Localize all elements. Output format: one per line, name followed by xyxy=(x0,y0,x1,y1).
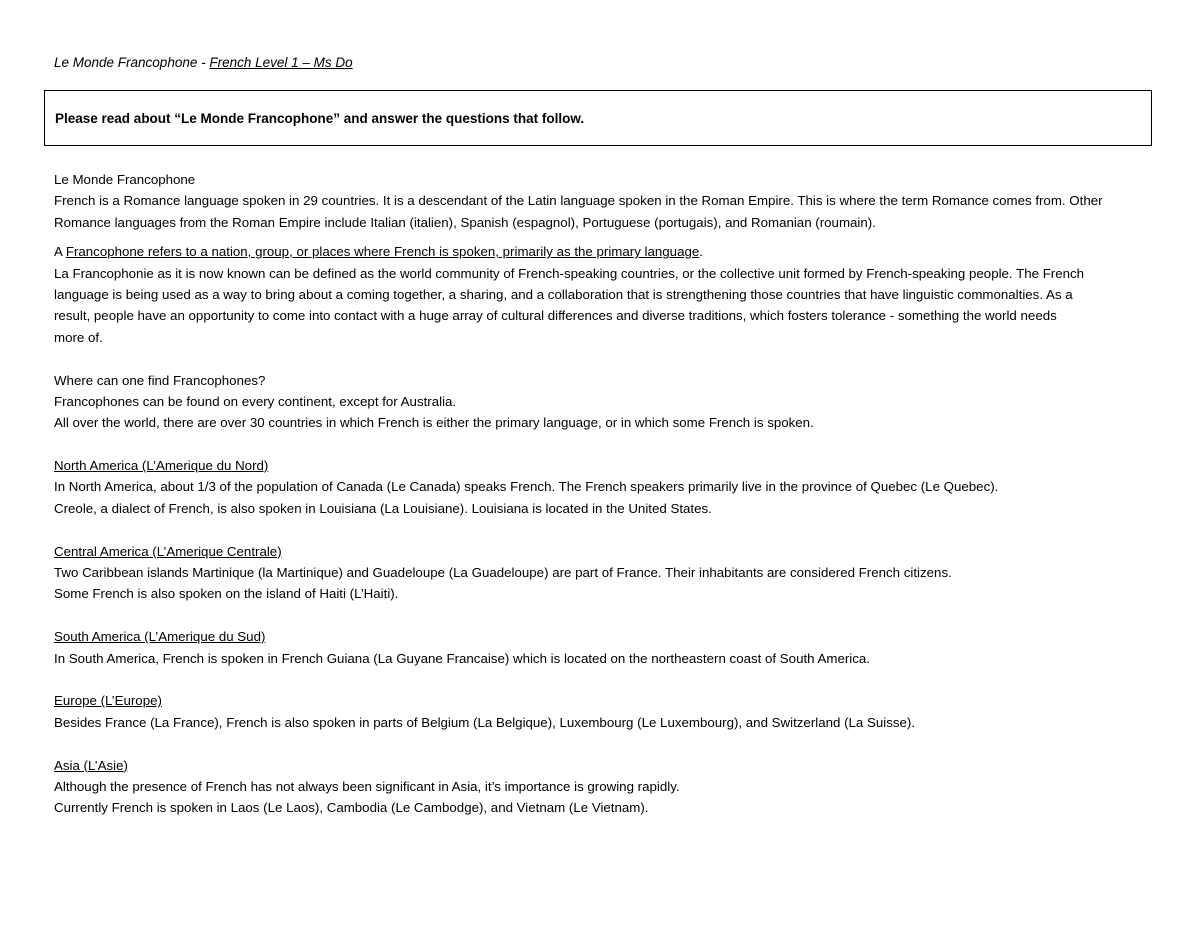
header-title: Le Monde Francophone - xyxy=(54,55,210,70)
region-line: Creole, a dialect of French, is also spoken in Louisiana (La Louisiane). Louisiana is located in the United States. xyxy=(54,500,712,516)
definition-suffix: . xyxy=(699,244,703,260)
where-heading: Where can one find Francophones? xyxy=(54,372,266,388)
instruction-box xyxy=(44,90,1152,146)
where-line-1: Francophones can be found on every continent, except for Australia. xyxy=(54,393,457,409)
definition-line-4: more of. xyxy=(54,329,103,345)
region-line: Although the presence of French has not always been significant in Asia, it’s importance is growing rapidly. xyxy=(54,778,680,794)
intro-heading: Le Monde Francophone xyxy=(54,172,196,187)
definition-line-1: La Francophonie as it is now known can be defined as the world community of French-speaking countries, or the collective unit formed by French-speaking people. The French xyxy=(54,265,1085,281)
definition-underlined: Francophone refers to a nation, group, or places where French is spoken, primarily as the primary language xyxy=(65,244,700,260)
instruction-text: Please read about “Le Monde Francophone” and answer the questions that follow. xyxy=(55,111,585,126)
region-line: Besides France (La France), French is also spoken in parts of Belgium (La Belgique), Luxembourg (Le Luxembourg), and Switzerland (La Suisse). xyxy=(54,714,916,730)
definition-line-3: result, people have an opportunity to come into contact with a huge array of cultural differences and diverse traditions, which fosters tolerance - something the world needs xyxy=(54,308,1057,324)
intro-line-2: Romance languages from the Roman Empire include Italian (italien), Spanish (espagnol), Portuguese (portugais), and Romanian (roumain). xyxy=(54,214,876,230)
region-line: Currently French is spoken in Laos (Le Laos), Cambodia (Le Cambodge), and Vietnam (Le Vietnam). xyxy=(54,800,649,816)
region-heading-asia: Asia (L’Asie) xyxy=(54,757,128,773)
region-line: Some French is also spoken on the island of Haiti (L’Haiti). xyxy=(54,586,399,602)
region-line: In North America, about 1/3 of the population of Canada (Le Canada) speaks French. The French speakers primarily live in the province of Quebec (Le Quebec). xyxy=(54,479,999,495)
region-line: Two Caribbean islands Martinique (la Martinique) and Guadeloupe (La Guadeloupe) are part of France. Their inhabitants are considered French citizens. xyxy=(54,565,952,581)
definition-line xyxy=(54,241,1154,262)
document-body xyxy=(54,169,1154,819)
intro-line-1: French is a Romance language spoken in 29 countries. It is a descendant of the Latin language spoken in the Roman Empire. This is where the term Romance comes from. Other xyxy=(54,193,1103,209)
region-heading-north-america: North America (L’Amerique du Nord) xyxy=(54,458,269,474)
region-heading-central-america: Central America (L’Amerique Centrale) xyxy=(54,543,282,559)
region-line: In South America, French is spoken in French Guiana (La Guyane Francaise) which is located on the northeastern coast of South America. xyxy=(54,650,870,666)
definition-prefix: A xyxy=(54,244,66,260)
region-heading-south-america: South America (L’Amerique du Sud) xyxy=(54,629,266,645)
definition-line-2: language is being used as a way to bring about a coming together, a sharing, and a collaboration that is strengthening those countries that have linguistic commonalties. As a xyxy=(54,286,1073,302)
where-line-2: All over the world, there are over 30 countries in which French is either the primary language, or in which some French is spoken. xyxy=(54,415,814,431)
header-course: French Level 1 – Ms Do xyxy=(209,55,353,70)
page-header xyxy=(54,55,353,70)
region-heading-europe: Europe (L’Europe) xyxy=(54,693,162,709)
